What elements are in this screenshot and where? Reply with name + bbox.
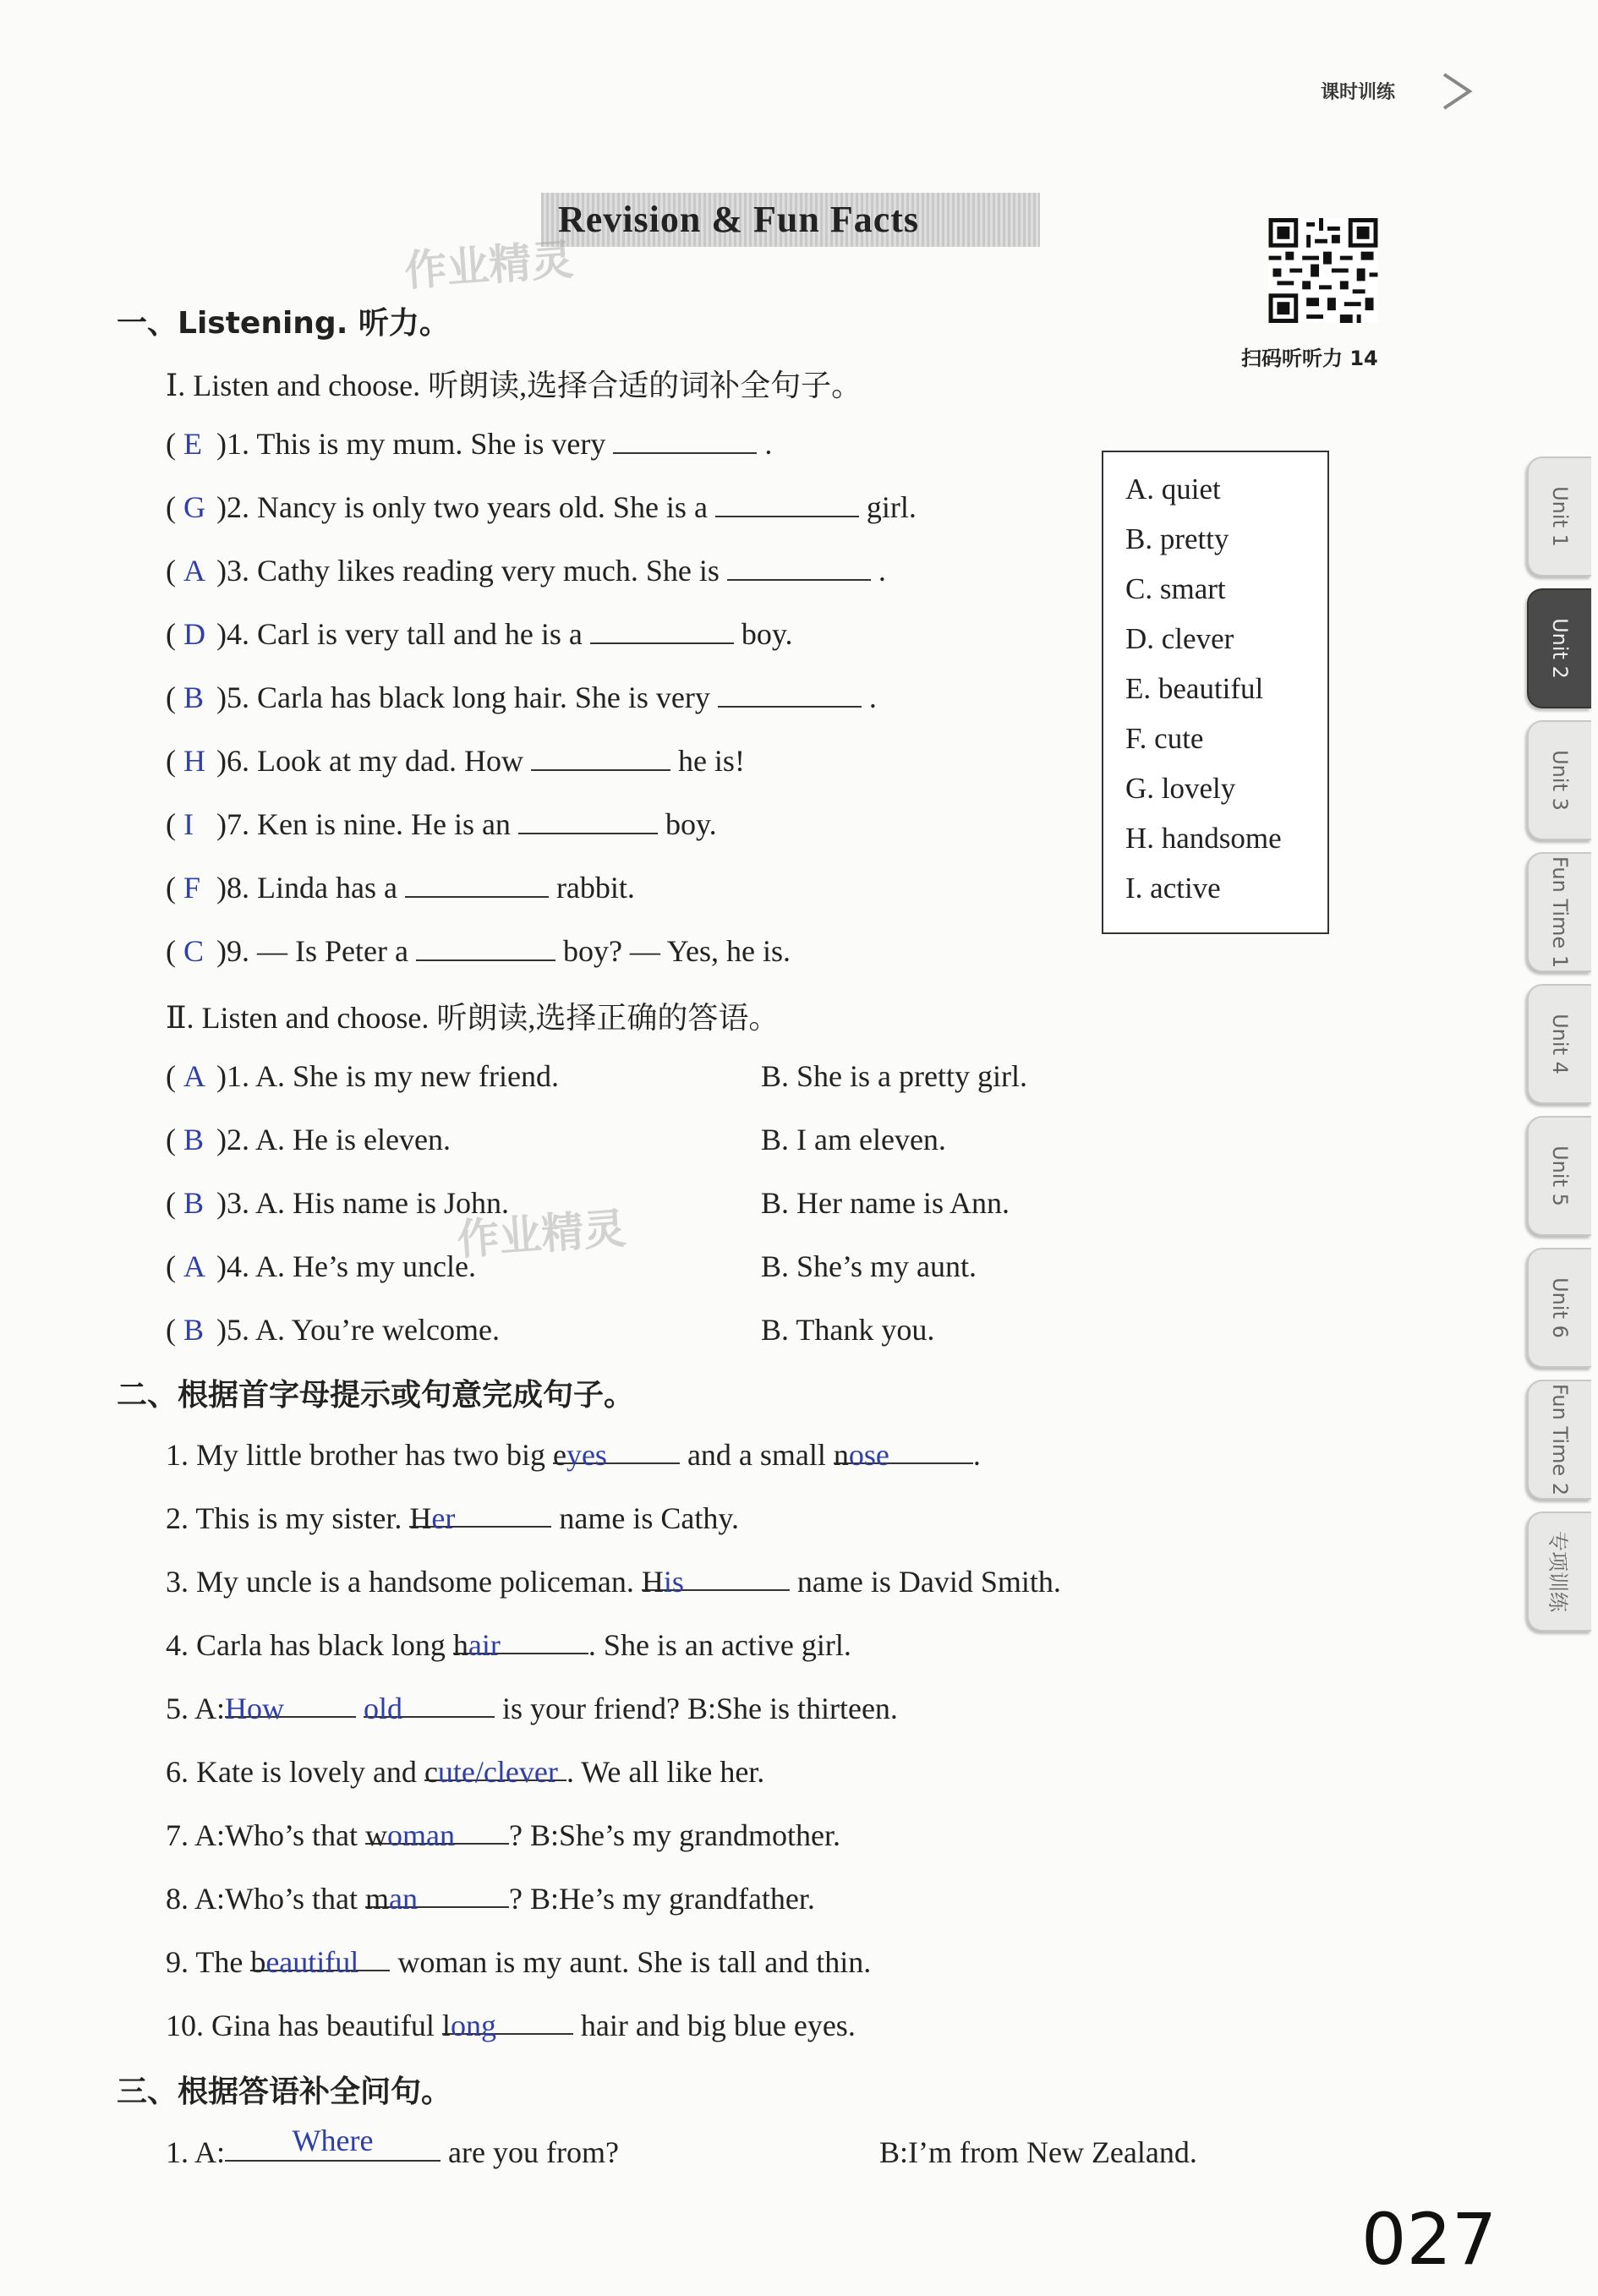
sentence-10: 10. Gina has beautiful long hair and big blue eyes. [166,2009,856,2042]
tab-unit-4[interactable]: Unit 4 [1527,984,1591,1104]
part2-item: ( A )4. A. He’s my uncle. [166,1249,476,1283]
option-item: C. smart [1125,572,1226,605]
option-item: A. quiet [1125,473,1221,506]
sentence-1: 1. My little brother has two big eyes and a small nose . [166,1438,981,1472]
qr-code-icon[interactable] [1268,218,1378,323]
part1-item: ( E )1. This is my mum. She is very . [166,427,773,461]
tab-专项训练[interactable]: 专项训练 [1527,1512,1591,1632]
page-title: Revision & Fun Facts [558,199,919,240]
sentence-4: 4. Carla has black long hair . She is an active girl. [166,1628,851,1662]
option-item: B. pretty [1125,522,1229,555]
tab-unit-2[interactable]: Unit 2 [1527,588,1591,708]
option-item: H. handsome [1125,822,1282,855]
part1-item: ( G )2. Nancy is only two years old. She is a girl. [166,490,917,524]
part2-option-b: B. Her name is Ann. [761,1186,1010,1220]
header-label: 课时训练 [1321,82,1396,103]
sentence-9: 9. The beautiful woman is my aunt. She is tall and thin. [166,1945,872,1979]
part2-item: ( B )3. A. His name is John. [166,1186,510,1220]
sentence-3: 3. My uncle is a handsome policeman. His name is David Smith. [166,1565,1061,1599]
tab-unit-1[interactable]: Unit 1 [1527,456,1591,577]
section-heading: 三、根据答语补全问句。 [117,2075,452,2109]
title-banner [541,193,1040,247]
watermark: 作业精灵 [402,235,576,296]
options-box [1102,451,1329,934]
tab-unit-5[interactable]: Unit 5 [1527,1116,1591,1236]
option-item: G. lovely [1125,772,1236,805]
tab-fun-time-2[interactable]: Fun Time 2 [1527,1380,1591,1500]
part1-item: ( I )7. Ken is nine. He is an boy. [166,807,717,841]
part2-option-b: B. Thank you. [761,1313,935,1347]
part2-item: ( A )1. A. She is my new friend. [166,1059,559,1093]
option-item: D. clever [1125,622,1234,655]
part1-item: ( A )3. Cathy likes reading very much. She is . [166,554,886,588]
question-1: 1. A: Where are you from? [166,2124,619,2169]
part1-item: ( D )4. Carl is very tall and he is a boy. [166,617,793,651]
sentence-7: 7. A:Who’s that woman ? B:She’s my grandmother. [166,1818,840,1852]
part2-option-b: B. She is a pretty girl. [761,1059,1027,1093]
part-heading: Ⅱ. Listen and choose. 听朗读,选择正确的答语。 [166,1001,780,1035]
part2-option-b: B. I am eleven. [761,1123,946,1156]
section-heading: 二、根据首字母提示或句意完成句子。 [117,1378,635,1413]
tab-fun-time-1[interactable]: Fun Time 1 [1527,852,1591,972]
sentence-6: 6. Kate is lovely and cute/clever . We all like her. [166,1755,765,1789]
sentence-5: 5. A:How old is your friend? B:She is thirteen. [166,1692,898,1725]
answer-b: B:I’m from New Zealand. [879,2135,1197,2169]
part1-item: ( H )6. Look at my dad. How he is! [166,744,745,778]
section-heading: 一、Listening. 听力。 [117,306,450,341]
watermark: 作业精灵 [455,1204,628,1265]
sentence-8: 8. A:Who’s that man ? B:He’s my grandfather. [166,1882,815,1916]
option-item: I. active [1125,872,1221,905]
tab-unit-3[interactable]: Unit 3 [1527,720,1591,840]
part2-item: ( B )5. A. You’re welcome. [166,1313,500,1347]
part2-option-b: B. She’s my aunt. [761,1249,977,1283]
option-item: E. beautiful [1125,672,1264,705]
part1-item: ( B )5. Carla has black long hair. She is very . [166,681,877,714]
part-heading: Ⅰ. Listen and choose. 听朗读,选择合适的词补全句子。 [166,369,862,402]
qr-caption: 扫码听听力 14 [1241,347,1378,370]
chevron-right-icon [1437,71,1476,112]
option-item: F. cute [1125,722,1204,755]
part1-item: ( F )8. Linda has a rabbit. [166,871,635,905]
part1-item: ( C )9. — Is Peter a boy? — Yes, he is. [166,934,791,968]
page-number: 027 [1361,2198,1497,2281]
sentence-2: 2. This is my sister. Her name is Cathy. [166,1501,739,1535]
part2-item: ( B )2. A. He is eleven. [166,1123,451,1156]
tab-unit-6[interactable]: Unit 6 [1527,1248,1591,1368]
